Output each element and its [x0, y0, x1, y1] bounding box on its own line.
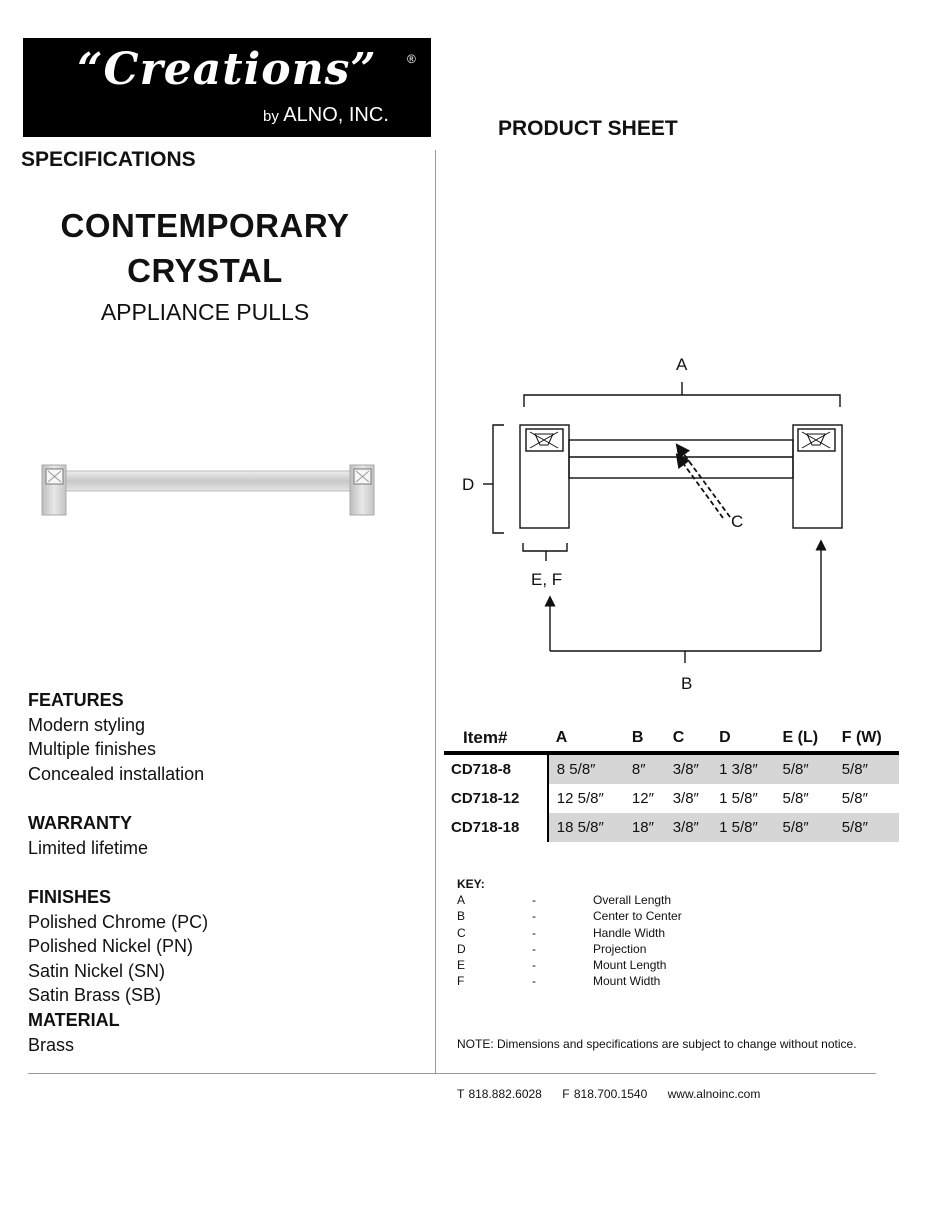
label-ef: E, F [531, 570, 563, 589]
table-cell-item: CD718-12 [444, 784, 548, 813]
column-header: F (W) [834, 725, 899, 753]
label-b: B [681, 674, 693, 693]
table-header-row [444, 725, 899, 753]
table-row [444, 784, 899, 813]
features-section [28, 688, 204, 786]
finish-item: Polished Nickel (PN) [28, 936, 194, 957]
key-dash: - [532, 925, 536, 940]
dimension-a-bracket [524, 395, 840, 407]
specifications-heading: SPECIFICATIONS [21, 148, 196, 171]
key-description: Mount Width [593, 974, 661, 989]
key-row [457, 974, 757, 990]
product-sheet-heading: PRODUCT SHEET [498, 117, 678, 140]
dimension-d-bracket [493, 425, 504, 533]
product-photo [36, 460, 386, 520]
horizontal-divider [28, 1073, 876, 1074]
finishes-section [28, 885, 208, 1057]
dimensions-table [444, 725, 899, 842]
key-letter: D [457, 941, 466, 956]
logo-registered-mark: ® [407, 52, 416, 66]
table-cell-item: CD718-8 [444, 753, 548, 784]
table-cell: 1 5/8″ [719, 790, 758, 807]
key-letter: F [457, 974, 465, 989]
key-letter: B [457, 909, 466, 924]
warranty-heading: WARRANTY [28, 813, 132, 833]
table-cell: 5/8″ [834, 753, 899, 784]
key-row [457, 958, 757, 974]
key-row [457, 942, 757, 958]
table-row [444, 813, 899, 842]
column-header: E (L) [775, 725, 834, 753]
website-link[interactable]: www.alnoinc.com [667, 1087, 761, 1101]
warranty-text: Limited lifetime [28, 837, 149, 858]
table-cell: 1 3/8″ [711, 753, 774, 784]
table-cell: 3/8″ [665, 753, 711, 784]
finish-item: Polished Chrome (PC) [28, 911, 209, 932]
column-header: D [711, 725, 774, 753]
key-dash: - [532, 909, 536, 924]
label-d: D [462, 475, 475, 494]
finish-item: Satin Brass (SB) [28, 985, 162, 1006]
material-text: Brass [28, 1034, 75, 1055]
table-row [444, 753, 899, 784]
material-heading: MATERIAL [28, 1009, 120, 1030]
key-dash: - [532, 974, 536, 989]
product-title-line1: CONTEMPORARY [60, 207, 350, 244]
key-row [457, 909, 757, 925]
table-cell: 12″ [631, 790, 654, 807]
table-cell-item: CD718-18 [444, 813, 548, 842]
contact-info [457, 1087, 776, 1101]
table-cell: 18″ [624, 813, 665, 842]
key-description: Projection [593, 941, 647, 956]
dimension-ef-bracket [523, 543, 567, 551]
product-subtitle: APPLIANCE PULLS [100, 299, 310, 325]
key-row [457, 893, 757, 909]
label-a: A [676, 355, 688, 374]
features-heading: FEATURES [28, 690, 124, 710]
key-title: KEY: [457, 877, 485, 891]
key-row [457, 926, 757, 942]
table-cell: 5/8″ [775, 753, 834, 784]
finishes-heading: FINISHES [28, 887, 112, 907]
column-header: Item# [444, 725, 548, 753]
warranty-section [28, 811, 148, 860]
column-header: A [548, 725, 624, 753]
table-cell: 5/8″ [782, 790, 809, 807]
key-dash: - [532, 958, 536, 973]
key-dash: - [532, 893, 536, 907]
phone-number: T 818.882.6028 [457, 1087, 542, 1101]
table-cell: 8 5/8″ [548, 753, 624, 784]
feature-item: Concealed installation [28, 763, 205, 784]
column-header: B [624, 725, 665, 753]
column-header: C [665, 725, 711, 753]
logo-by: by [263, 108, 279, 125]
logo-company-name: ALNO, INC. [283, 104, 389, 126]
key-description: Center to Center [593, 909, 682, 924]
product-title-block [40, 203, 370, 329]
table-cell: 5/8″ [834, 813, 899, 842]
table-cell: 5/8″ [841, 790, 868, 807]
dimension-diagram [440, 345, 910, 705]
key-description: Overall Length [593, 893, 672, 907]
logo-brand-name: “Creations” [77, 44, 377, 95]
table-cell: 12 5/8″ [556, 790, 604, 807]
fax-number: F 818.700.1540 [562, 1087, 648, 1101]
key-letter: A [457, 893, 466, 907]
key-description: Mount Length [593, 958, 667, 973]
table-cell: 5/8″ [775, 813, 834, 842]
feature-item: Multiple finishes [28, 739, 157, 760]
table-cell: 18 5/8″ [548, 813, 624, 842]
logo-company [263, 104, 389, 127]
finish-item: Satin Nickel (SN) [28, 960, 166, 981]
label-c: C [731, 512, 744, 531]
vertical-divider [435, 150, 436, 1073]
dimension-key [457, 877, 757, 991]
table-cell: 3/8″ [665, 813, 711, 842]
key-description: Handle Width [593, 925, 666, 940]
table-cell: 8″ [624, 753, 665, 784]
table-cell: 1 5/8″ [711, 813, 774, 842]
key-letter: E [457, 958, 466, 973]
table-cell: 3/8″ [672, 790, 699, 807]
product-title-line2: CRYSTAL [127, 252, 283, 289]
feature-item: Modern styling [28, 714, 146, 735]
key-letter: C [457, 925, 466, 940]
brand-logo [23, 38, 431, 137]
key-dash: - [532, 941, 536, 956]
dimension-c-arrow [680, 449, 730, 517]
disclaimer-note: NOTE: Dimensions and specifications are subject to change without notice. [457, 1037, 857, 1051]
